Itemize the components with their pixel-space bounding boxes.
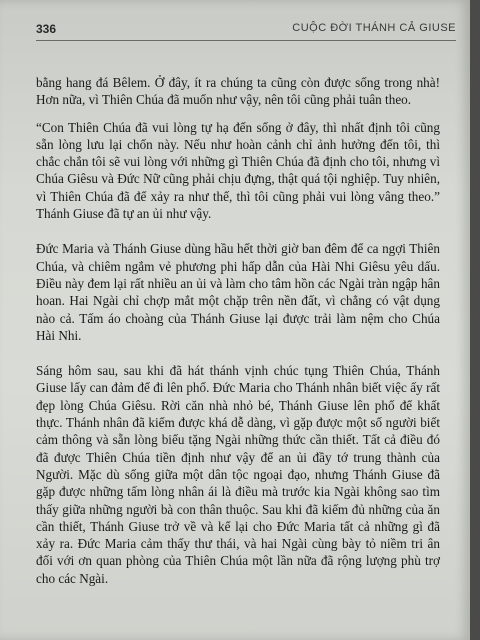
- page-header: [36, 22, 456, 41]
- paragraph-3: Đức Maria và Thánh Giuse dùng hầu hết thời giờ ban đêm để ca ngợi Thiên Chúa, và chiêm ngắm vẻ phương phi hấp dẫn của Hài Nhi Giêsu yêu dấu. Điều này đem lại rất nhiều an ủi và làm cho tâm hồn các Ngài tràn ngập hân hoan. Hai Ngài chỉ chợp mắt một chặp trên nền đất, vì chẳng có vật dụng nào cả. Tấm áo choàng của Thánh Giuse lại được trải làm nệm cho Chúa Hài Nhi.: [36, 241, 440, 343]
- page-number: 336: [36, 22, 57, 36]
- page-body: [36, 74, 440, 587]
- paragraph-2: “Con Thiên Chúa đã vui lòng tự hạ đến sống ở đây, thì nhất định tôi cũng sẵn lòng lưu lại chốn này. Nếu như hoàn cảnh chỉ ảnh hưởng đến tôi, thì chắc chắn tôi sẽ vui lòng với những gì Thiên Chúa đã định cho tôi, nhưng vì Chúa Giêsu và Đức Nữ cũng phải chịu đựng, thật quá tội nghiệp. Tuy nhiên, vì Thiên Chúa đã để xảy ra như thế, thì tôi cũng phải vui lòng vâng theo.” Thánh Giuse đã tự an ủi như vậy.: [36, 119, 440, 222]
- running-title: CUỘC ĐỜI THÁNH CẢ GIUSE: [292, 22, 456, 34]
- paragraph-4: Sáng hôm sau, sau khi đã hát thánh vịnh chúc tụng Thiên Chúa, Thánh Giuse lấy can đảm để đi lên phố. Đức Maria cho Thánh nhân biết việc ấy rất đẹp lòng Chúa Giêsu. Rời căn nhà nhỏ bé, Thánh Giuse lên phố để khất thực. Thánh nhân đã kiếm được khá dễ dàng, vì gặp được một số người biết cảm thông và sẵn lòng biếu tặng Ngài những thức cần thiết. Tất cả điều đó đã được Thiên Chúa tiền định như vậy để an ủi đầy tớ trung thành của Người. Mặc dù sống giữa một dân tộc ngoại đạo, nhưng Thánh Giuse đã gặp được những tấm lòng nhân ái là điều mà trước kia Ngài không sao tìm thấy giữa những người bà con thân thuộc. Sau khi đã kiếm đủ những của ăn cần thiết, Thánh Giuse trở về và kể lại cho Đức Maria tất cả những gì đã xảy ra. Đức Maria cảm thấy thư thái, và hai Ngài cùng bày tỏ niềm tri ân đối với ơn quan phòng của Thiên Chúa một lần nữa đã rộng lượng phù trợ cho các Ngài.: [36, 363, 440, 586]
- paragraph-1: bằng hang đá Bêlem. Ở đây, ít ra chúng ta cũng còn được sống trong nhà! Hơn nữa, vì Thiên Chúa đã muốn như vậy, nên tôi cũng phải tuân theo.: [36, 75, 440, 108]
